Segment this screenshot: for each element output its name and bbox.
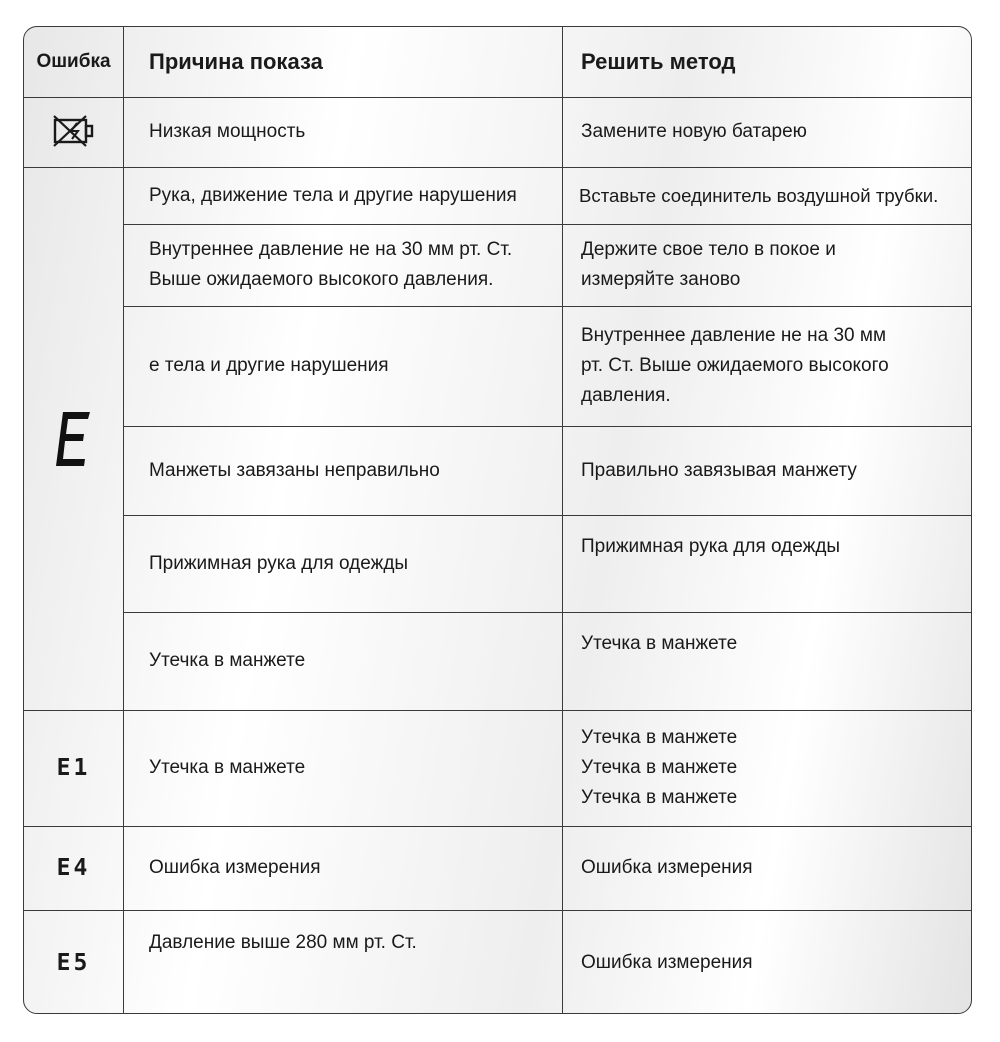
header-solution: Решить метод xyxy=(581,49,736,74)
e4-fix: Ошибка измерения xyxy=(581,857,753,878)
header-error: Ошибка xyxy=(36,51,111,72)
e-cause-3: е тела и другие нарушения xyxy=(149,355,389,376)
e-cause-1: Рука, движение тела и другие нарушения xyxy=(149,184,517,206)
battery-crossed-icon xyxy=(52,114,96,150)
e5-cause: Давление выше 280 мм рт. Ст. xyxy=(149,932,417,953)
battery-cause: Низкая мощность xyxy=(149,121,306,142)
e-fix-6: Утечка в манжете xyxy=(581,633,738,654)
e4-cause: Ошибка измерения xyxy=(149,857,321,878)
e1-code-cell xyxy=(24,710,123,826)
e-cause-2: Внутреннее давление не на 30 мм рт. Ст. Выше ожидаемого высокого давления. xyxy=(149,239,513,290)
e-fix-3: Внутреннее давление не на 30 мм рт. Ст. Выше ожидаемого высокого давления. xyxy=(581,325,889,406)
e-fix-4: Правильно завязывая манжету xyxy=(581,459,857,481)
e5-code-cell xyxy=(24,910,123,1014)
e-fix-2: Держите свое тело в покое и измеряйте заново xyxy=(581,239,836,290)
e-code-cell xyxy=(24,167,123,710)
e-cause-5: Прижимная рука для одежды xyxy=(149,552,409,574)
e1-fix: Утечка в манжете Утечка в манжете Утечка в манжете xyxy=(581,727,738,808)
e-fix-5: Прижимная рука для одежды xyxy=(581,536,841,557)
e4-code-cell xyxy=(24,826,123,910)
e1-cause: Утечка в манжете xyxy=(149,757,306,778)
error-table xyxy=(23,26,972,1014)
header-cause: Причина показа xyxy=(149,49,323,74)
e5-fix: Ошибка измерения xyxy=(581,951,753,973)
battery-code-cell xyxy=(24,97,123,167)
battery-fix: Замените новую батарею xyxy=(581,121,807,142)
e-cause-6: Утечка в манжете xyxy=(149,650,306,671)
e-fix-1: Вставьте соединитель воздушной трубки. xyxy=(579,184,939,206)
e1-code: E1 xyxy=(56,755,91,781)
e-cause-4: Манжеты завязаны неправильно xyxy=(149,459,440,481)
e-code-segment-icon xyxy=(54,408,94,470)
e4-code: E4 xyxy=(56,855,91,881)
e5-code: E5 xyxy=(56,949,91,976)
